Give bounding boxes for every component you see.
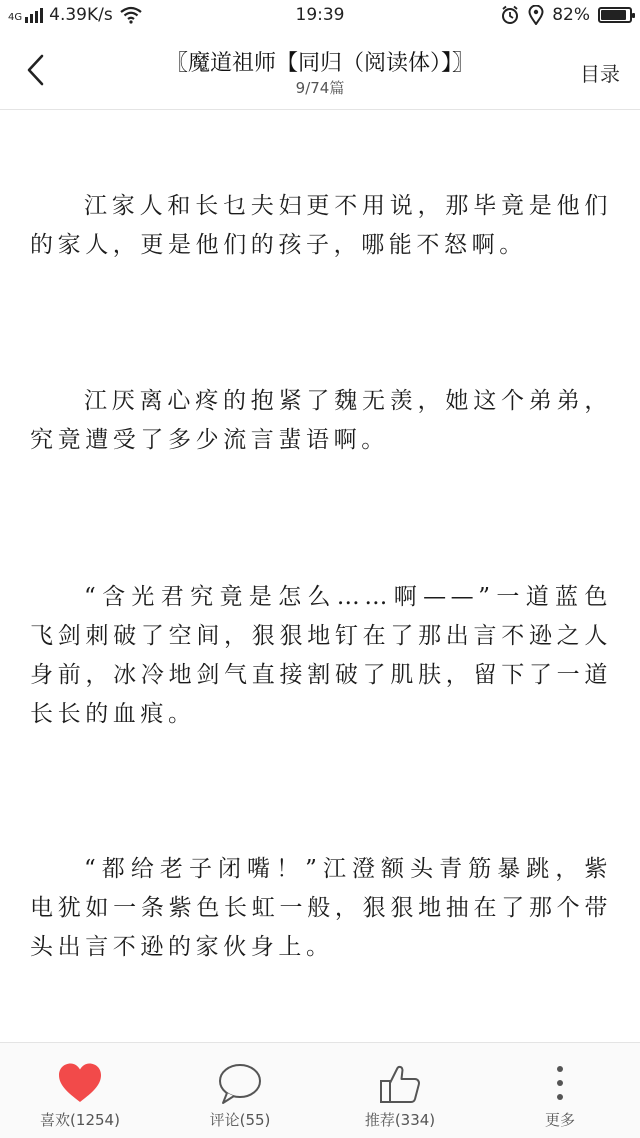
table-of-contents-button[interactable]: 目录 — [580, 62, 620, 86]
reader-header — [0, 32, 640, 110]
heart-icon — [57, 1061, 103, 1107]
bottom-action-bar — [0, 1042, 640, 1138]
comment-button[interactable] — [160, 1043, 320, 1138]
network-type: 4G — [8, 12, 23, 23]
reading-content — [30, 110, 612, 1040]
like-button[interactable] — [0, 1043, 160, 1138]
like-label: 喜欢(1254) — [40, 1111, 120, 1129]
chapter-progress: 9/74篇 — [295, 79, 345, 97]
status-time: 19:39 — [295, 5, 345, 25]
recommend-label: 推荐(334) — [364, 1111, 436, 1129]
comment-icon — [217, 1061, 263, 1107]
more-label: 更多 — [544, 1111, 575, 1129]
recommend-button[interactable] — [320, 1043, 480, 1138]
network-speed: 4.39K/s — [49, 5, 113, 25]
book-title: 〖魔道祖师【同归（阅读体）】〗 — [165, 51, 474, 76]
status-bar — [0, 0, 640, 32]
location-icon — [528, 5, 544, 25]
more-button[interactable] — [480, 1043, 640, 1138]
battery-percent: 82% — [552, 5, 590, 25]
battery-icon — [598, 7, 632, 23]
comment-label: 评论(55) — [209, 1111, 271, 1129]
thumbs-up-icon — [377, 1061, 423, 1107]
paragraph: “含光君究竟是怎么……啊——”一道蓝色飞剑刺破了空间，狠狠地钉在了那出言不逊之人身前，冰冷地剑气直接割破了肌肤，留下了一道长长的血痕。 — [30, 584, 612, 727]
more-icon — [537, 1061, 583, 1107]
status-right — [500, 5, 632, 25]
paragraph: 江家人和长乜夫妇更不用说，那毕竟是他们的家人，更是他们的孩子，哪能不怒啊。 — [30, 193, 612, 258]
paragraph: “都给老子闭嘴！”江澄额头青筋暴跳，紫电犹如一条紫色长虹一般，狠狠地抽在了那个带头出言不逊的家伙身上。 — [30, 856, 612, 960]
alarm-icon — [500, 5, 520, 25]
paragraph: 江厌离心疼的抱紧了魏无羡，她这个弟弟，究竟遭受了多少流言蜚语啊。 — [30, 388, 612, 453]
